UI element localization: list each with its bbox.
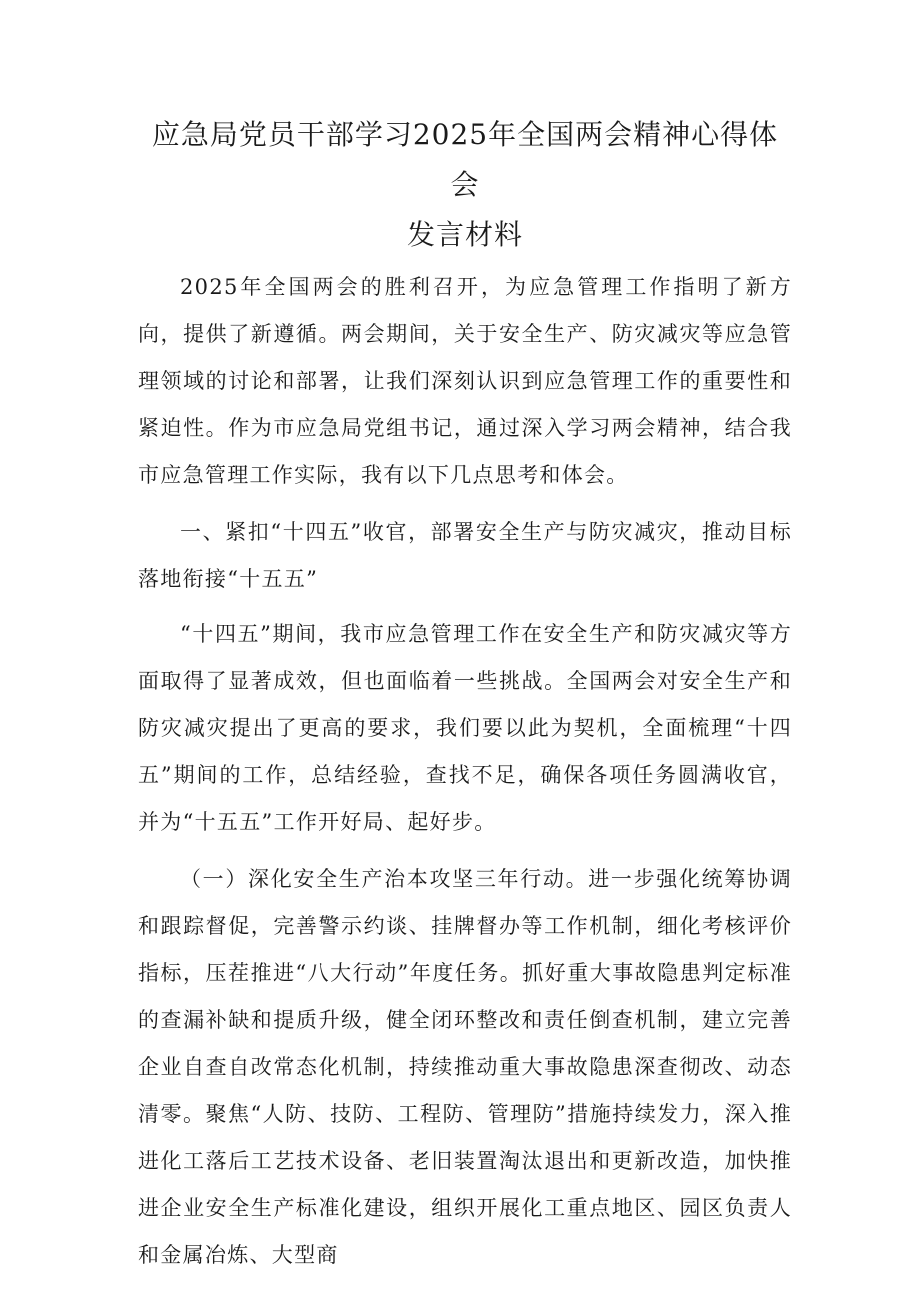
subsection-1-paragraph: （一）深化安全生产治本攻坚三年行动。进一步强化统筹协调和跟踪督促，完善警示约谈、挂牌督办等工作机制，细化考核评价指标，压茬推进“八大行动”年度任务。抓好重大事故隐患判定标准的查漏补缺和提质升级，健全闭环整改和责任倒查机制，建立完善企业自查自改常态化机制，持续推动重大事故隐患深查彻改、动态清零。聚焦“人防、技防、工程防、管理防”措施持续发力，深入推进化工落后工艺技术设备、老旧装置淘汰退出和更新改造，加快推进企业安全生产标准化建设，组织开展化工重点地区、园区负责人和金属冶炼、大型商 (138, 867, 792, 1267)
document-title (138, 110, 792, 260)
intro-paragraph: 2025年全国两会的胜利召开，为应急管理工作指明了新方向，提供了新遵循。两会期间，关于安全生产、防灾减灾等应急管理领域的讨论和部署，让我们深刻认识到应急管理工作的重要性和紧迫性。作为市应急局党组书记，通过深入学习两会精神，结合我市应急管理工作实际，我有以下几点思考和体会。 (138, 275, 792, 487)
title-line-1: 应急局党员干部学习2025年全国两会精神心得体会 (151, 118, 779, 201)
section-1-paragraph: “十四五”期间，我市应急管理工作在安全生产和防灾减灾等方面取得了显著成效，但也面临着一些挑战。全国两会对安全生产和防灾减灾提出了更高的要求，我们要以此为契机，全面梳理“十四五”期间的工作，总结经验，查找不足，确保各项任务圆满收官，并为“十五五”工作开好局、起好步。 (138, 622, 792, 834)
title-line-2: 发言材料 (406, 218, 523, 251)
section-heading-1: 一、紧扣“十四五”收官，部署安全生产与防灾减灾，推动目标落地衔接“十五五” (138, 520, 792, 591)
